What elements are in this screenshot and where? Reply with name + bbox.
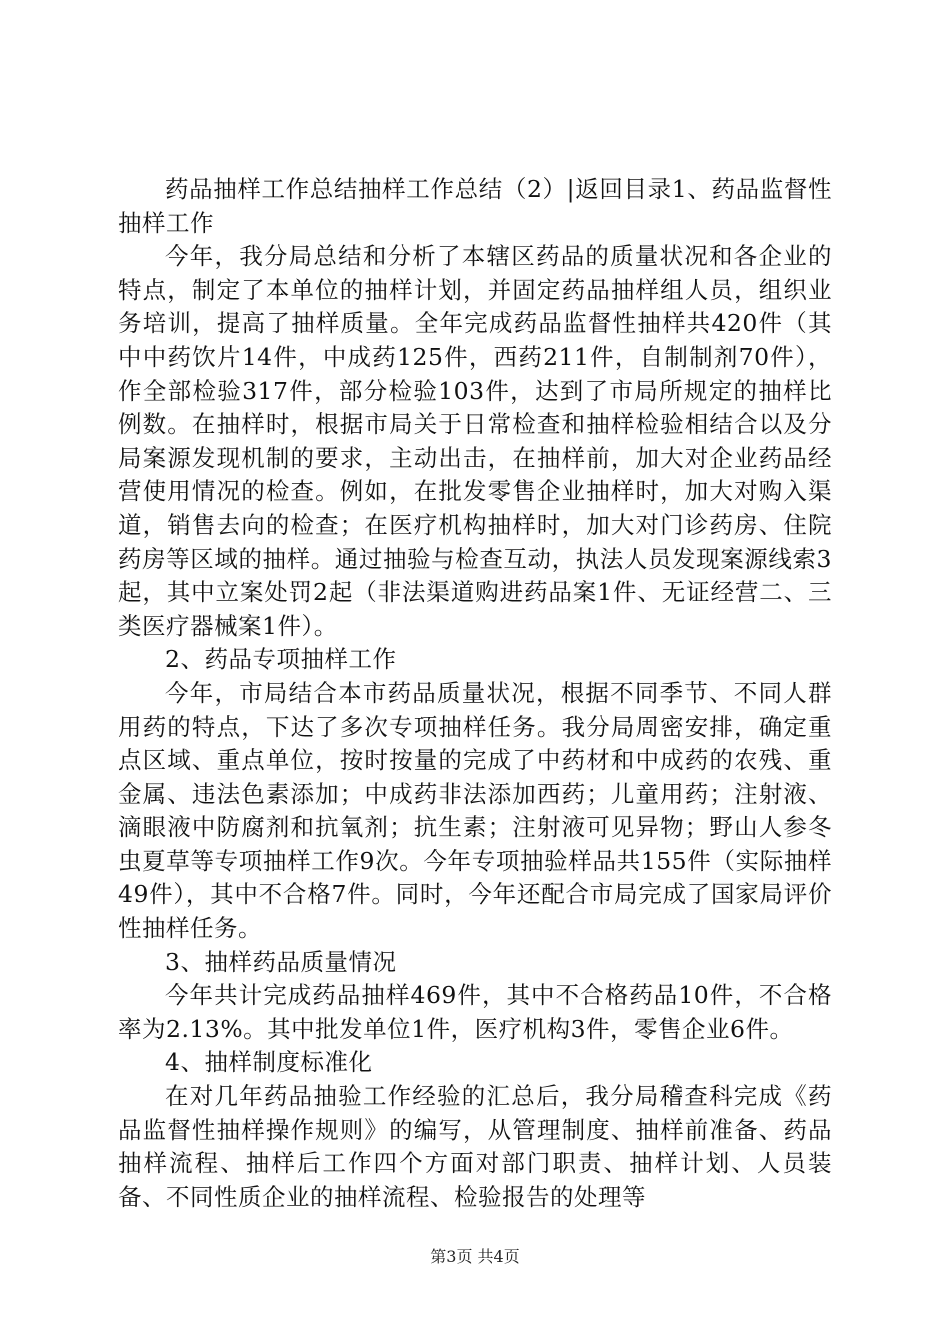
body-paragraph: 今年共计完成药品抽样469件，其中不合格药品10件，不合格率为2.13%。其中批发单位1件，医疗机构3件，零售企业6件。 xyxy=(118,981,832,1043)
document-body xyxy=(118,173,832,1214)
section-heading: 4、抽样制度标准化 xyxy=(165,1048,373,1077)
body-paragraph: 在对几年药品抽验工作经验的汇总后，我分局稽查科完成《药品监督性抽样操作规则》的编写，从管理制度、抽样前准备、药品抽样流程、抽样后工作四个方面对部门职责、抽样计划、人员装备、不同性质企业的抽样流程、检验报告的处理等 xyxy=(118,1082,832,1211)
heading-paragraph: 药品抽样工作总结抽样工作总结（2）|返回目录1、药品监督性抽样工作 xyxy=(118,175,832,237)
section-heading: 3、抽样药品质量情况 xyxy=(165,947,397,976)
body-paragraph: 今年，市局结合本市药品质量状况，根据不同季节、不同人群用药的特点，下达了多次专项抽样任务。我分局周密安排，确定重点区域、重点单位，按时按量的完成了中药材和中成药的农残、重金属、违法色素添加；中成药非法添加西药；儿童用药；注射液、滴眼液中防腐剂和抗氧剂；抗生素；注射液可见异物；野山人参冬虫夏草等专项抽样工作9次。今年专项抽验样品共155件（实际抽样49件），其中不合格7件。同时，今年还配合市局完成了国家局评价性抽样任务。 xyxy=(118,678,832,943)
page-footer: 第3页 共4页 xyxy=(430,1247,520,1266)
section-heading: 2、药品专项抽样工作 xyxy=(165,645,397,674)
body-paragraph: 今年，我分局总结和分析了本辖区药品的质量状况和各企业的特点，制定了本单位的抽样计划，并固定药品抽样组人员，组织业务培训，提高了抽样质量。全年完成药品监督性抽样共420件（其中中药饮片14件，中成药125件，西药211件，自制制剂70件），作全部检验317件，部分检验103件，达到了市局所规定的抽样比例数。在抽样时，根据市局关于日常检查和抽样检验相结合以及分局案源发现机制的要求，主动出击，在抽样前，加大对企业药品经营使用情况的检查。例如，在批发零售企业抽样时，加大对购入渠道，销售去向的检查；在医疗机构抽样时，加大对门诊药房、住院药房等区域的抽样。通过抽验与检查互动，执法人员发现案源线索3起，其中立案处罚2起（非法渠道购进药品案1件、无证经营二、三类医疗器械案1件）。 xyxy=(118,242,832,640)
